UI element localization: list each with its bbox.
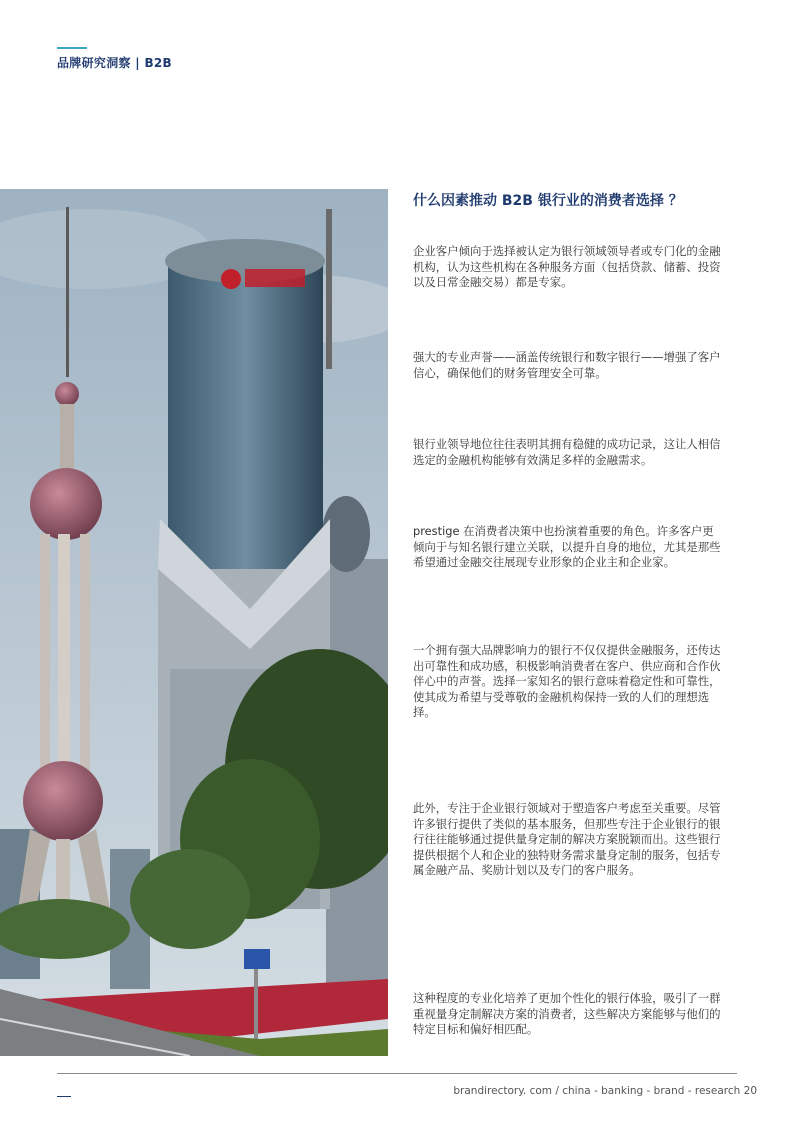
paragraph-7: 这种程度的专业化培养了更加个性化的银行体验，吸引了一群重视量身定制解决方案的消费者，这些解决方案能够与他们的特定目标和偏好相匹配。 — [413, 991, 721, 1036]
footer-source-link[interactable]: brandirectory. com / china - banking - brand - research 20 — [453, 1085, 757, 1097]
paragraph-5: 一个拥有强大品牌影响力的银行不仅仅提供金融服务，还传达出可靠性和成功感，积极影响消费者在客户、供应商和合作伙伴心中的声誉。选择一家知名的银行意味着稳定性和可靠性，使其成为希望与受尊敬的金融机构保持一致的人们的理想选择。 — [413, 643, 721, 719]
paragraph-3: 银行业领导地位往往表明其拥有稳健的成功记录，这让人相信选定的金融机构能够有效满足多样的金融需求。 — [413, 437, 721, 467]
paragraph-2: 强大的专业声誉——涵盖传统银行和数字银行——增强了客户信心，确保他们的财务管理安全可靠。 — [413, 350, 721, 380]
section-label: 品牌研究洞察 | B2B — [57, 56, 172, 70]
footer-accent-mark — [57, 1096, 71, 1097]
footer-divider — [57, 1073, 737, 1074]
shanghai-skyline-photo — [0, 189, 388, 1056]
paragraph-6: 此外，专注于企业银行领域对于塑造客户考虑至关重要。尽管许多银行提供了类似的基本服务，但那些专注于企业银行的银行往往能够通过提供量身定制的解决方案脱颖而出。这些银行提供根据个人和企业的独特财务需求量身定制的服务，包括专属金融产品、奖励计划以及专门的客户服务。 — [413, 801, 721, 877]
header-accent-rule — [57, 47, 87, 49]
paragraph-4: prestige 在消费者决策中也扮演着重要的角色。许多客户更倾向于与知名银行建立关联，以提升自身的地位，尤其是那些希望通过金融交往展现专业形象的企业主和企业家。 — [413, 524, 721, 569]
paragraph-1: 企业客户倾向于选择被认定为银行领域领导者或专门化的金融机构，认为这些机构在各种服务方面（包括贷款、储蓄、投资以及日常金融交易）都是专家。 — [413, 244, 721, 289]
article-heading: 什么因素推动 B2B 银行业的消费者选择 ？ — [413, 193, 683, 209]
